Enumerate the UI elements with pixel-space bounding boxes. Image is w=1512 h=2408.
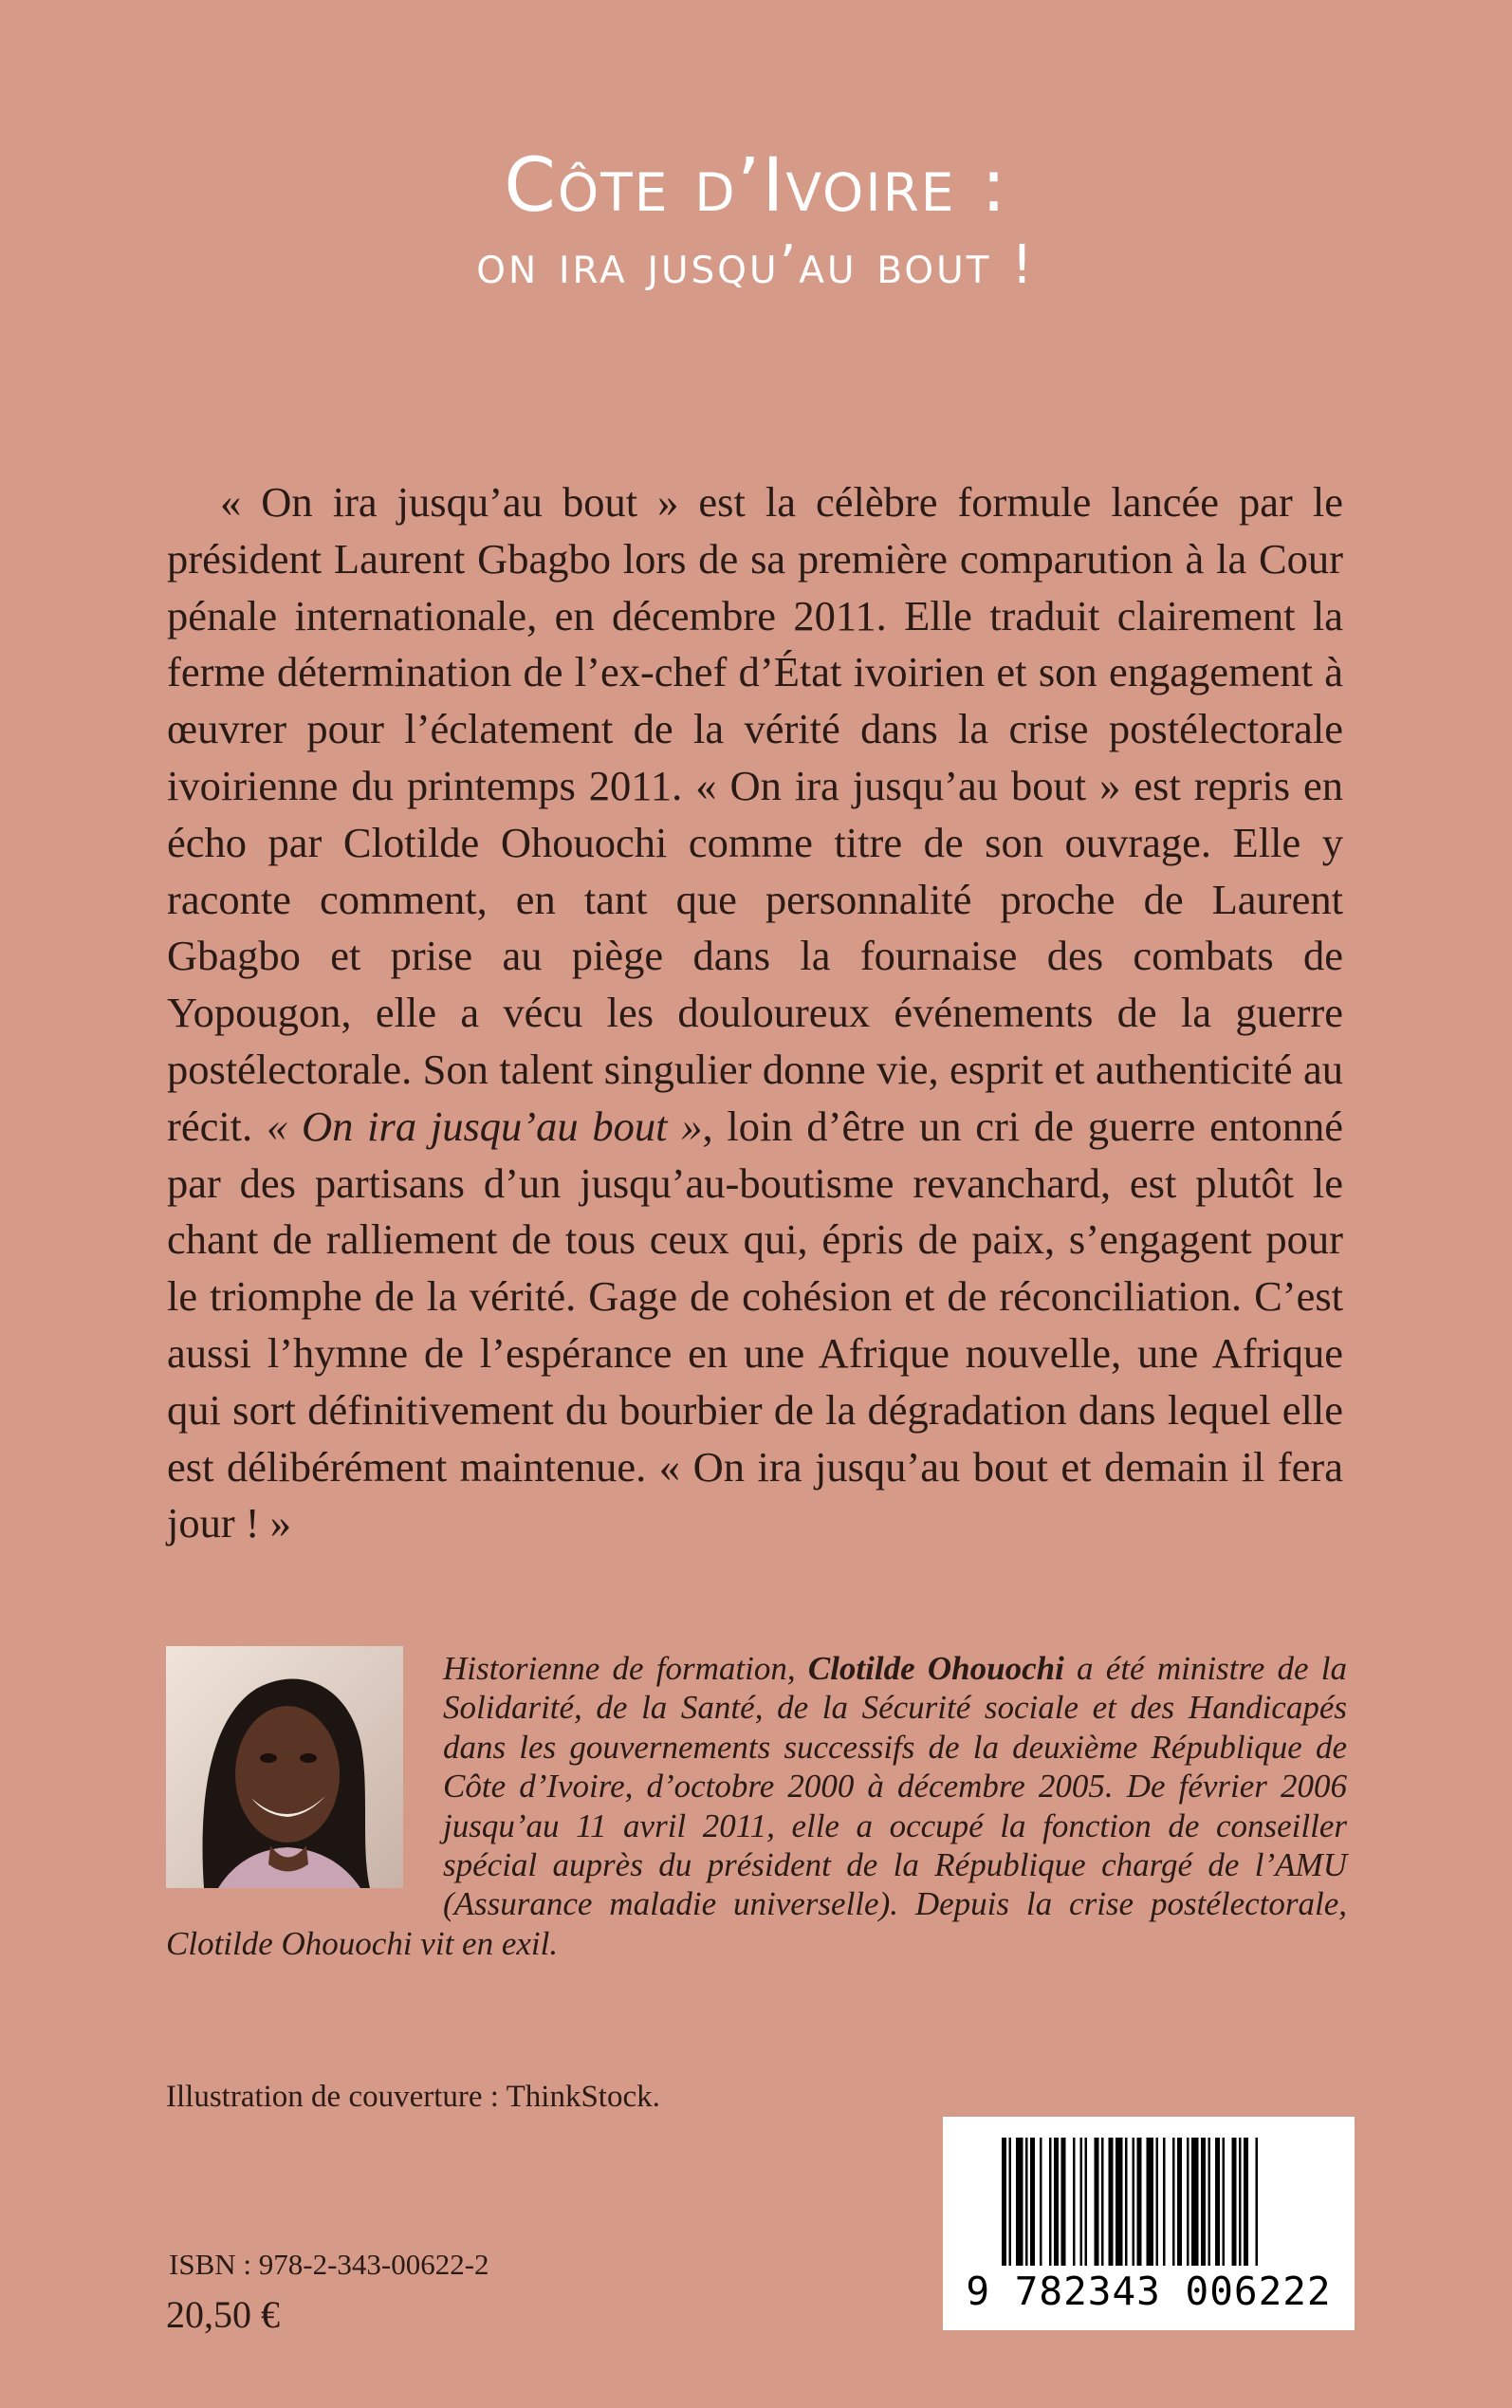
barcode-bar	[1116, 2138, 1123, 2266]
title-line-2: on ira jusqu’au bout !	[476, 234, 1036, 296]
barcode-bar	[1191, 2138, 1199, 2266]
barcode-bar	[1095, 2138, 1099, 2266]
barcode-bar	[1177, 2138, 1182, 2266]
barcode-bar	[1061, 2138, 1066, 2266]
author-biography	[166, 1649, 1347, 1963]
blurb-text-part-2: , loin d’être un cri de guerre entonné par des partisans d’un jusqu’au-boutisme revanchard, est plutôt le chant de ralliement de tous ceux qui, épris de paix, s’engagent pour le triomphe de la vérité. Gage de cohésion et de réconciliation. C’est aussi l’hymne de l’espérance en une Afrique nouvelle, une Afrique qui sort définitivement du bourbier de la dégradation dans lequel elle est délibérément maintenue. « On ira jusqu’au bout et demain il fera jour ! »	[167, 1102, 1343, 1547]
barcode-bar	[1256, 2138, 1259, 2266]
bio-text: a été ministre de la Solidarité, de la Santé, de la Sécurité sociale et des Handicapés dans les gouvernements successifs de la deuxième République de Côte d’Ivoire, d’octobre 2000 à décembre 2005. De février 2006 jusqu’au 11 avril 2011, elle a occupé la fonction de conseiller spécial auprès du président de la République chargé de l’AMU (Assurance maladie universelle). Depuis la crise postélectorale, Clotilde Ohouochi vit en exil.	[166, 1650, 1347, 1962]
barcode	[943, 2117, 1355, 2330]
bio-intro: Historienne de formation,	[443, 1650, 808, 1687]
barcode-bars	[1002, 2138, 1296, 2270]
barcode-bar	[1133, 2138, 1135, 2266]
barcode-bar	[1163, 2138, 1166, 2266]
barcode-bar	[1239, 2138, 1242, 2266]
isbn: ISBN : 978-2-343-00622-2	[169, 2248, 489, 2281]
barcode-bar	[1080, 2138, 1083, 2266]
barcode-bar	[1040, 2138, 1042, 2266]
barcode-bar	[1156, 2138, 1159, 2266]
photo-spacer	[166, 1649, 443, 1902]
barcode-bar	[1223, 2138, 1226, 2266]
blurb-italic-quote: « On ira jusqu’au bout »	[266, 1102, 703, 1150]
barcode-bar	[1030, 2138, 1035, 2266]
price: 20,50 €	[166, 2293, 280, 2336]
cover-illustration-credit: Illustration de couverture : ThinkStock.	[166, 2080, 660, 2114]
barcode-bar	[1232, 2138, 1237, 2266]
barcode-digits: 9 782343 006222	[966, 2269, 1332, 2314]
barcode-bar	[1172, 2138, 1175, 2266]
blurb-text-part-1: « On ira jusqu’au bout » est la célèbre formule lancée par le président Laurent Gbagbo lors de sa première comparution à la Cour pénale internationale, en décembre 2011. Elle traduit clairement la ferme détermination de l’ex-chef d’État ivoirien et son engagement à œuvrer pour l’éclatement de la vérité dans la crise postélectorale ivoirienne du printemps 2011. « On ira jusqu’au bout » est repris en écho par Clotilde Ohouochi comme titre de son ouvrage. Elle y raconte comment, en tant que personnalité proche de Laurent Gbagbo et prise au piège dans la fournaise des combats de Yopougon, elle a vécu les douloureux événements de la guerre postélectorale. Son talent singulier donne vie, esprit et authenticité au récit.	[167, 478, 1343, 1150]
book-title	[0, 142, 1512, 302]
bio-author-name: Clotilde Ohouochi	[807, 1650, 1064, 1687]
barcode-bar	[1244, 2138, 1248, 2266]
barcode-bar	[1049, 2138, 1052, 2266]
barcode-bar	[1085, 2138, 1088, 2266]
barcode-bar	[1147, 2138, 1154, 2266]
barcode-bar	[1101, 2138, 1104, 2266]
barcode-bar	[1054, 2138, 1059, 2266]
barcode-bar	[1208, 2138, 1211, 2266]
barcode-bar	[1187, 2138, 1189, 2266]
barcode-bar	[1125, 2138, 1128, 2266]
barcode-bar	[1025, 2138, 1028, 2266]
title-line-1: Côte d’Ivoire :	[504, 143, 1008, 229]
barcode-bar	[1137, 2138, 1142, 2266]
barcode-bar	[1201, 2138, 1206, 2266]
barcode-bar	[1002, 2138, 1006, 2266]
barcode-bar	[1009, 2138, 1012, 2266]
back-cover-blurb	[167, 474, 1343, 1552]
barcode-bar	[1109, 2138, 1114, 2266]
barcode-bar	[1016, 2138, 1023, 2266]
barcode-bar	[1073, 2138, 1076, 2266]
barcode-bar	[1215, 2138, 1220, 2266]
